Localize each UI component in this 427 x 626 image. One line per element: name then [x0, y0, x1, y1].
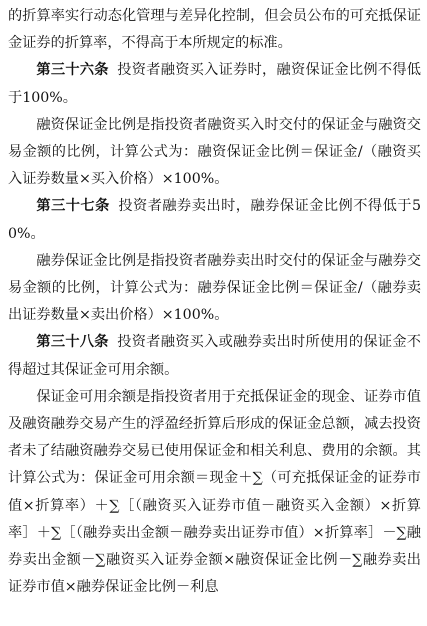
- paragraph-securities-lending-margin-ratio: [8, 248, 421, 330]
- paragraph-text: 的折算率实行动态化管理与差异化控制，但会员公布的可充抵保证金证券的折算率，不得高于本所规定的标准。: [8, 8, 421, 52]
- article-36: [8, 57, 421, 111]
- paragraph-text: 保证金可用余额是指投资者用于充抵保证金的现金、证券市值及融资融券交易产生的浮盈经折算后形成的保证金总额，减去投资者未了结融资融券交易已使用保证金和相关利息、费用的余额。其计算公式为：保证金可用余额＝现金＋∑（可充抵保证金的证券市值×折算率）＋∑［（融资买入证券市值－融资买入金额）×折算率］＋∑［（融券卖出金额－融券卖出证券市值）×折算率］－∑融券卖出金额－∑融资买入证券金额×融资保证金比例－∑融券卖出证券市值×融券保证金比例－利息: [8, 388, 421, 596]
- article-title: 第三十八条: [36, 334, 109, 351]
- article-text: 投资者融资买入或融券卖出时所使用的保证金不得超过其保证金可用余额。: [8, 334, 421, 378]
- article-text: 投资者融资买入证券时，融资保证金比例不得低于100%。: [8, 62, 421, 106]
- article-title: 第三十七条: [36, 198, 110, 215]
- article-title: 第三十六条: [36, 62, 109, 79]
- article-37: [8, 193, 421, 247]
- article-38: [8, 329, 421, 383]
- paragraph-text: 融券保证金比例是指投资者融券卖出时交付的保证金与融券交易金额的比例，计算公式为：融券保证金比例＝保证金/（融券卖出证券数量×卖出价格）×100%。: [8, 252, 421, 324]
- article-text: 投资者融券卖出时，融券保证金比例不得低于50%。: [8, 198, 421, 242]
- paragraph-text: 融资保证金比例是指投资者融资买入时交付的保证金与融资交易金额的比例，计算公式为：融资保证金比例＝保证金/（融资买入证券数量×买入价格）×100%。: [8, 116, 421, 188]
- paragraph-continuation: [8, 3, 421, 57]
- paragraph-financing-margin-ratio: [8, 112, 421, 194]
- paragraph-available-margin-balance: [8, 384, 421, 602]
